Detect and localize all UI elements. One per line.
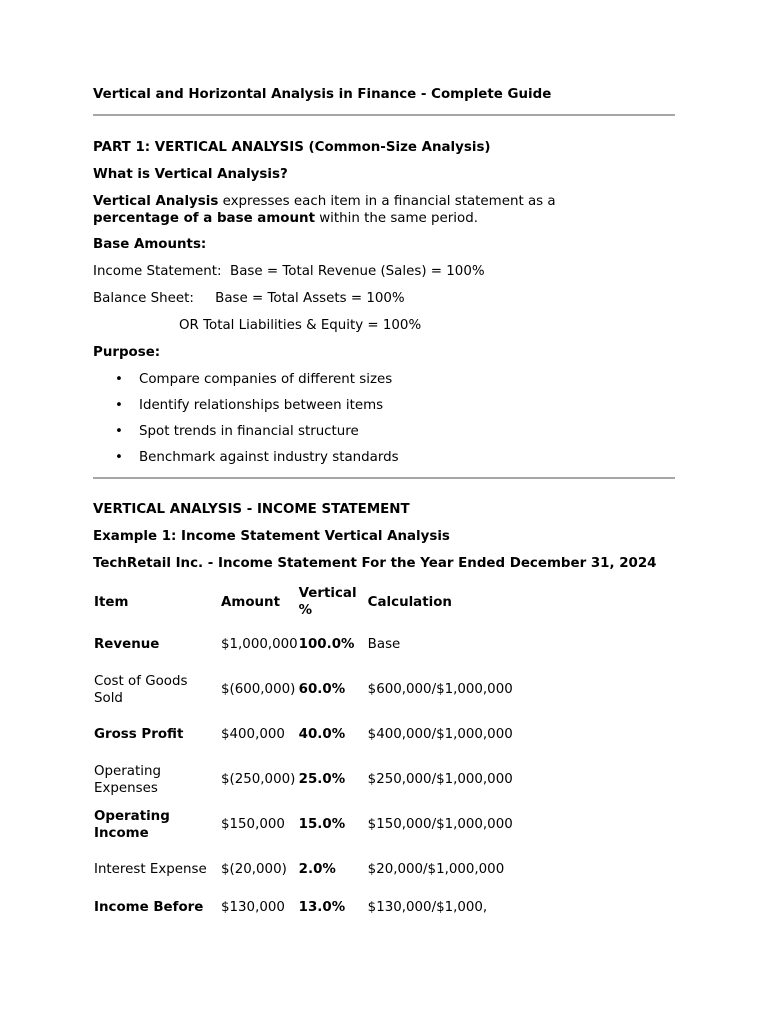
company-heading: TechRetail Inc. - Income Statement For the Year Ended December 31, 2024 bbox=[93, 556, 657, 571]
def-bold-2: percentage of a base amount bbox=[93, 211, 315, 226]
header-amount: Amount bbox=[221, 594, 280, 610]
base-heading: Base Amounts: bbox=[93, 237, 207, 252]
cell-calc: $150,000/$1,000,000 bbox=[367, 817, 513, 832]
cell-pct: 60.0% bbox=[298, 682, 346, 697]
cell-amount: $400,000 bbox=[221, 727, 285, 742]
table-header-row bbox=[93, 582, 513, 622]
cell-calc: $20,000/$1,000,000 bbox=[367, 862, 505, 877]
cell-amount: $(250,000) bbox=[221, 772, 296, 787]
list-item: • Benchmark against industry standards bbox=[139, 449, 675, 466]
cell-pct: 15.0% bbox=[298, 817, 346, 832]
header-item: Item bbox=[94, 594, 129, 610]
def-bold-1: Vertical Analysis bbox=[93, 194, 219, 209]
what-heading: What is Vertical Analysis? bbox=[93, 167, 288, 182]
purpose-list bbox=[93, 371, 675, 466]
cell-amount: $130,000 bbox=[221, 899, 285, 915]
cell-pct: 40.0% bbox=[298, 727, 346, 742]
list-item: • Compare companies of different sizes bbox=[139, 371, 675, 388]
cell-item: Operating Income bbox=[94, 808, 170, 841]
cell-calc: $400,000/$1,000,000 bbox=[367, 727, 513, 742]
cell-calc: $250,000/$1,000,000 bbox=[367, 772, 513, 787]
table-row bbox=[93, 667, 513, 712]
cell-item: Interest Expense bbox=[94, 862, 207, 877]
table-row bbox=[93, 892, 513, 922]
list-item: • Identify relationships between items bbox=[139, 397, 675, 414]
cell-amount: $(600,000) bbox=[221, 682, 296, 697]
table-row bbox=[93, 622, 513, 667]
divider bbox=[93, 477, 675, 479]
header-vertical-pct: Vertical % bbox=[298, 586, 357, 618]
divider bbox=[93, 114, 675, 116]
cell-pct: 100.0% bbox=[298, 637, 355, 652]
def-text-1: expresses each item in a financial statement as a bbox=[218, 194, 556, 209]
document-title: Vertical and Horizontal Analysis in Finance - Complete Guide bbox=[93, 87, 552, 102]
cell-item: Revenue bbox=[94, 637, 160, 652]
table-row bbox=[93, 802, 513, 847]
header-calculation: Calculation bbox=[367, 594, 452, 610]
cell-calc: $130,000/$1,000, bbox=[367, 899, 488, 915]
cell-item: Operating Expenses bbox=[94, 763, 161, 796]
cell-calc: Base bbox=[367, 637, 401, 652]
cell-calc: $600,000/$1,000,000 bbox=[367, 682, 513, 697]
list-item: • Spot trends in financial structure bbox=[139, 423, 675, 440]
cell-item: Gross Profit bbox=[94, 727, 184, 742]
cell-amount: $150,000 bbox=[221, 817, 285, 832]
cell-item: Income Before bbox=[94, 899, 204, 915]
cell-item: Cost of Goods Sold bbox=[94, 673, 188, 706]
cell-amount: $1,000,000 bbox=[221, 637, 298, 652]
cell-pct: 13.0% bbox=[298, 899, 346, 915]
def-text-2: within the same period. bbox=[314, 211, 478, 226]
table-row bbox=[93, 712, 513, 757]
part1-heading: PART 1: VERTICAL ANALYSIS (Common-Size Analysis) bbox=[93, 140, 491, 155]
table-row bbox=[93, 847, 513, 892]
cell-pct: 25.0% bbox=[298, 772, 346, 787]
purpose-heading: Purpose: bbox=[93, 345, 161, 360]
document-page bbox=[93, 86, 675, 922]
example-heading: Example 1: Income Statement Vertical Analysis bbox=[93, 529, 450, 544]
income-section-heading: VERTICAL ANALYSIS - INCOME STATEMENT bbox=[93, 502, 410, 517]
base-balance-line: Balance Sheet: Base = Total Assets = 100% bbox=[93, 291, 405, 306]
cell-pct: 2.0% bbox=[298, 862, 336, 877]
table-row bbox=[93, 757, 513, 802]
base-or-line: OR Total Liabilities & Equity = 100% bbox=[179, 318, 422, 333]
vertical-analysis-table bbox=[93, 582, 513, 922]
cell-amount: $(20,000) bbox=[221, 862, 287, 877]
base-income-line: Income Statement: Base = Total Revenue (Sales) = 100% bbox=[93, 264, 485, 279]
definition-paragraph bbox=[93, 193, 675, 227]
